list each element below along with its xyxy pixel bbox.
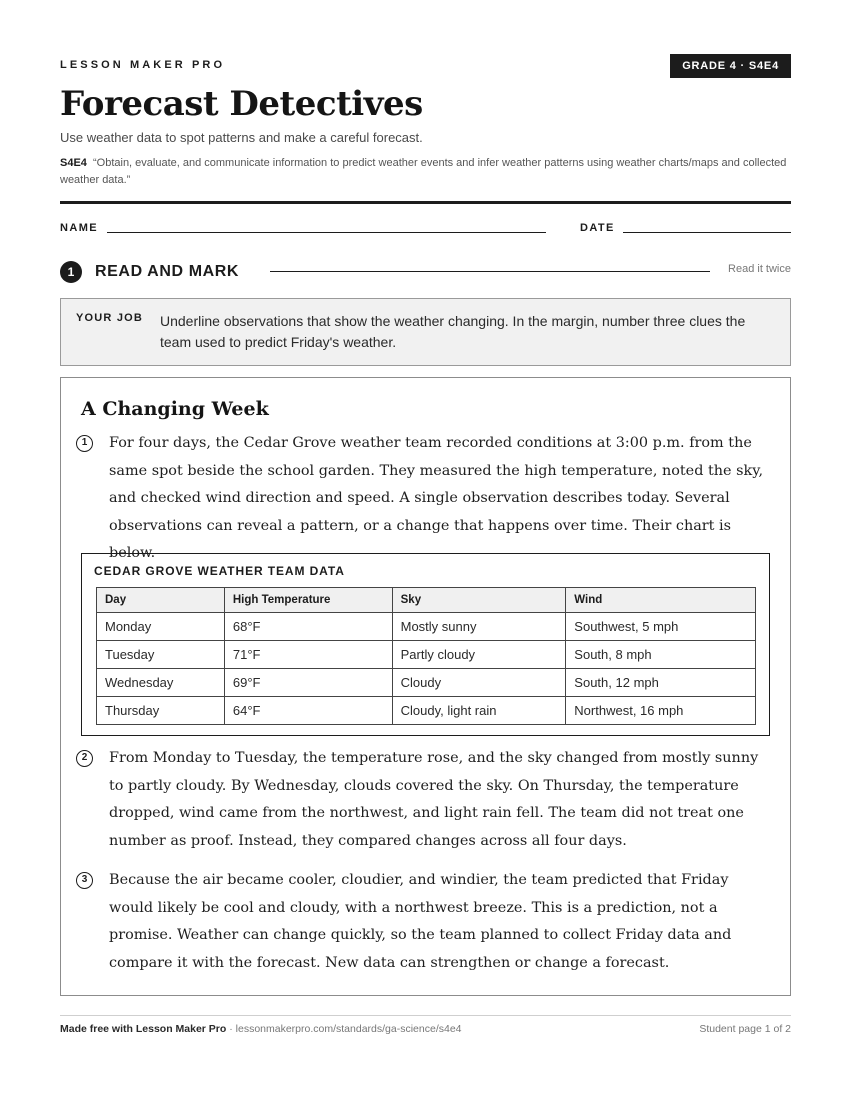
header-divider xyxy=(60,201,791,204)
paragraph-number: 2 xyxy=(76,750,93,767)
table-cell: 69°F xyxy=(224,669,392,697)
worksheet-page xyxy=(60,0,791,1100)
paragraph-number: 1 xyxy=(76,435,93,452)
table-cell: Tuesday xyxy=(97,641,225,669)
column-header-sky: Sky xyxy=(392,588,566,613)
section-title: READ AND MARK xyxy=(95,263,240,280)
paragraph-number: 3 xyxy=(76,872,93,889)
paragraph: From Monday to Tuesday, the temperature rose, and the sky changed from mostly sunny to partly cloudy. By Wednesday, clouds covered the sky. On Thursday, the temperature dropped, wind came from the northwest, and light rain fell. The team did not treat one number as proof. Instead, they compared changes across all four days. xyxy=(109,750,759,849)
table-cell: Monday xyxy=(97,613,225,641)
date-line[interactable] xyxy=(623,232,791,233)
job-box xyxy=(60,298,791,366)
page-title: Forecast Detectives xyxy=(60,84,423,124)
table-row xyxy=(97,641,756,669)
section-note: Read it twice xyxy=(728,263,791,275)
job-label: YOUR JOB xyxy=(76,312,144,324)
standard-statement xyxy=(60,155,791,189)
grade-badge: GRADE 4 · S4E4 xyxy=(670,54,791,78)
table-cell: Northwest, 16 mph xyxy=(566,697,756,725)
table-cell: Wednesday xyxy=(97,669,225,697)
date-label: DATE xyxy=(580,222,615,234)
footer-url[interactable]: · lessonmakerpro.com/standards/ga-science/s4e4 xyxy=(226,1023,462,1035)
table-cell: Cloudy xyxy=(392,669,566,697)
table-cell: Mostly sunny xyxy=(392,613,566,641)
table-row xyxy=(97,669,756,697)
weather-data-figure xyxy=(81,553,770,736)
section-rule xyxy=(270,271,710,272)
paragraph: Because the air became cooler, cloudier, and windier, the team predicted that Friday would likely be cool and cloudy, with a northwest breeze. This is a prediction, not a promise. Weather can change quickly, so the team planned to collect Friday data and compare it with the forecast. New data can strengthen or change a forecast. xyxy=(109,872,732,971)
reading-passage xyxy=(60,377,791,996)
passage-title: A Changing Week xyxy=(81,398,269,420)
table-cell: Southwest, 5 mph xyxy=(566,613,756,641)
brand-name: LESSON MAKER PRO xyxy=(60,59,226,71)
table-cell: 64°F xyxy=(224,697,392,725)
footer-divider xyxy=(60,1015,791,1016)
table-row xyxy=(97,697,756,725)
page-subtitle: Use weather data to spot patterns and make a careful forecast. xyxy=(60,130,423,145)
table-cell: Cloudy, light rain xyxy=(392,697,566,725)
standard-text: “Obtain, evaluate, and communicate information to predict weather events and infer weather patterns using weather charts/maps and collected weather data.” xyxy=(60,157,787,186)
table-cell: South, 8 mph xyxy=(566,641,756,669)
column-header-day: Day xyxy=(97,588,225,613)
data-table-title: CEDAR GROVE WEATHER TEAM DATA xyxy=(94,564,345,578)
name-label: NAME xyxy=(60,222,98,234)
table-cell: South, 12 mph xyxy=(566,669,756,697)
footer-page-number: Student page 1 of 2 xyxy=(699,1023,791,1035)
name-line[interactable] xyxy=(107,232,546,233)
section-number: 1 xyxy=(60,261,82,283)
footer-credit xyxy=(60,1023,462,1035)
table-cell: 68°F xyxy=(224,613,392,641)
table-row xyxy=(97,613,756,641)
paragraph: For four days, the Cedar Grove weather team recorded conditions at 3:00 p.m. from the same spot beside the school garden. They measured the high temperature, noted the sky, and checked wind direction and speed. A single observation describes today. Several observations can reveal a pattern, or a change that happens over time. Their chart is below. xyxy=(109,435,764,561)
footer-made-with: Made free with Lesson Maker Pro xyxy=(60,1023,227,1035)
column-header-high-temperature: High Temperature xyxy=(224,588,392,613)
weather-data-table xyxy=(96,587,756,725)
table-cell: Thursday xyxy=(97,697,225,725)
table-cell: Partly cloudy xyxy=(392,641,566,669)
column-header-wind: Wind xyxy=(566,588,756,613)
table-cell: 71°F xyxy=(224,641,392,669)
table-header-row xyxy=(97,588,756,613)
job-text: Underline observations that show the weather changing. In the margin, number three clues the team used to predict Friday's weather. xyxy=(160,313,746,350)
standard-code: S4E4 xyxy=(60,157,87,169)
